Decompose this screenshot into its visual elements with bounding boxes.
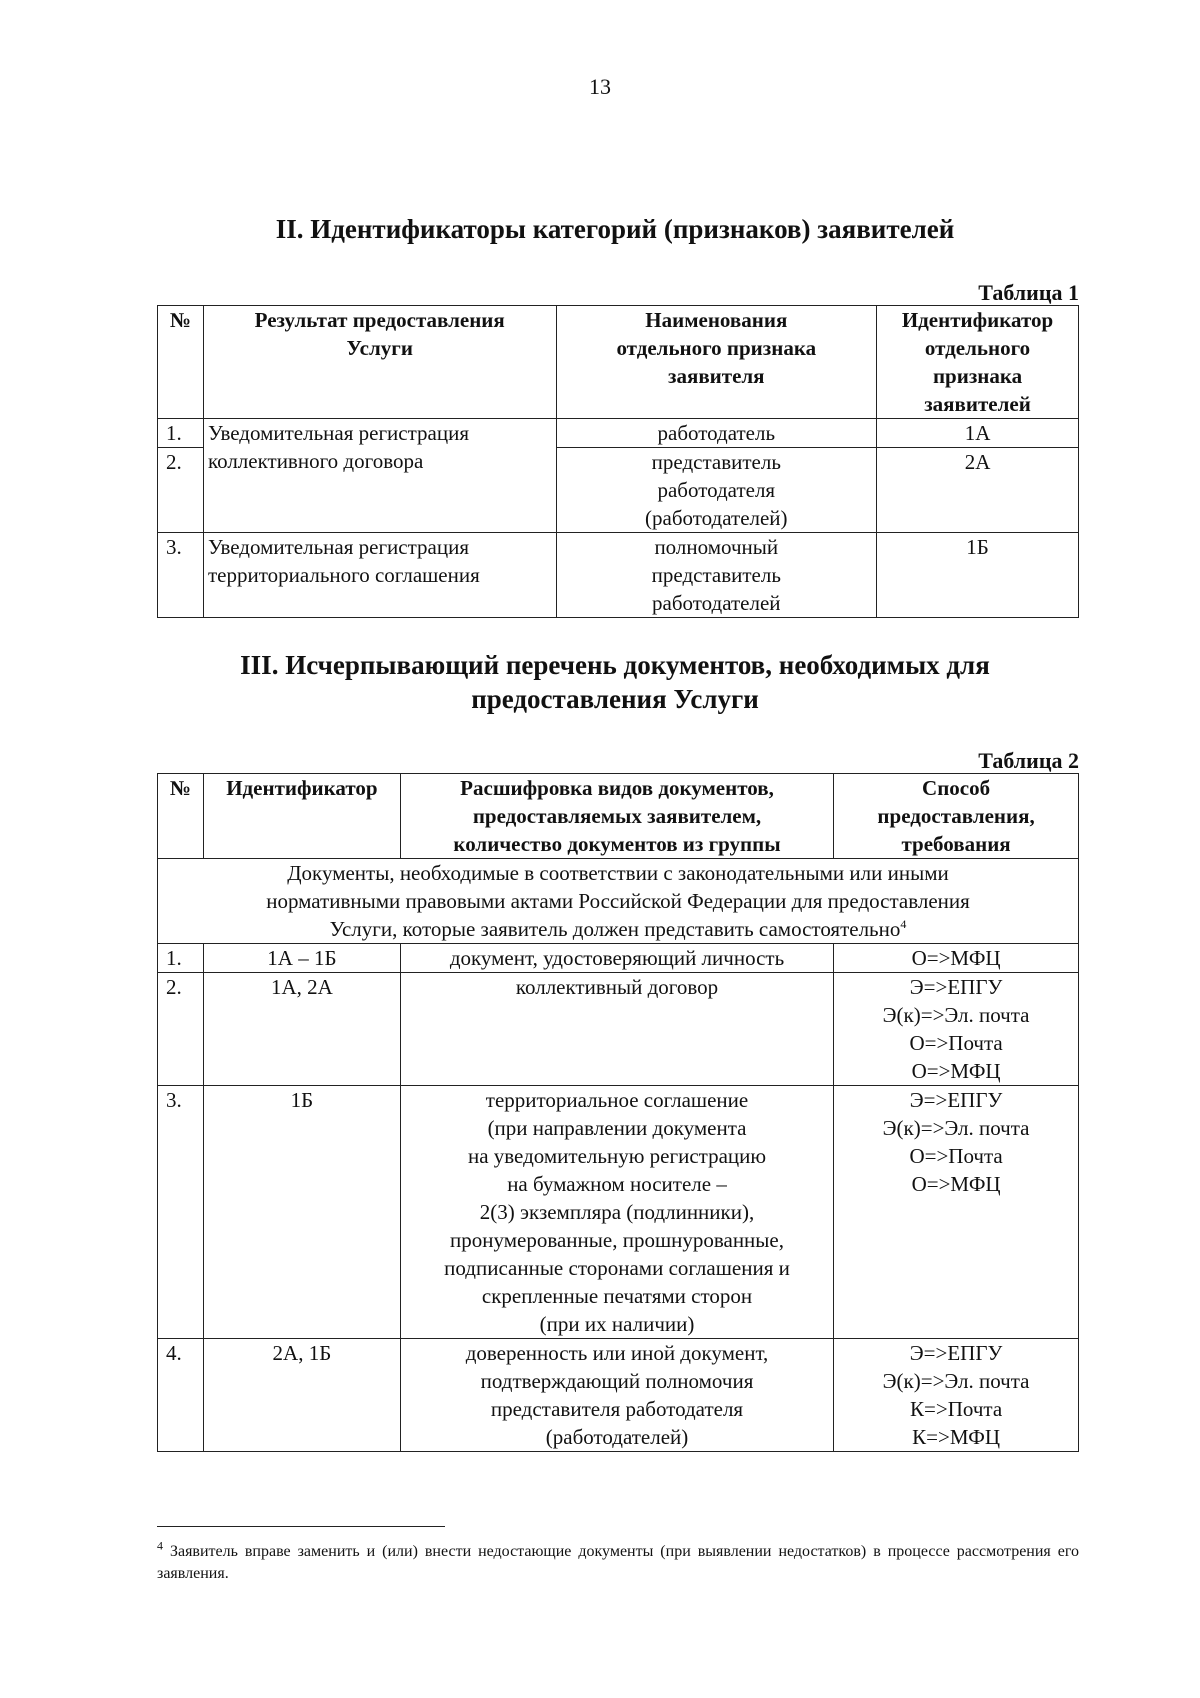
table-row: [158, 944, 1079, 973]
feature-id-cell: 1Б: [877, 533, 1079, 618]
row-number: 3.: [158, 1086, 204, 1339]
method-cell: Э=>ЕПГУ Э(к)=>Эл. почта К=>Почта К=>МФЦ: [834, 1339, 1079, 1452]
header-feature-id: Идентификатор отдельного признака заявителей: [877, 306, 1079, 419]
feature-name-cell: работодатель: [556, 419, 877, 448]
identifier-cell: 1Б: [203, 1086, 400, 1339]
method-cell: О=>МФЦ: [834, 944, 1079, 973]
header-method: Способ предоставления, требования: [834, 774, 1079, 859]
table-row: [158, 1086, 1079, 1339]
footnote-divider: [157, 1526, 445, 1527]
header-number: №: [158, 306, 204, 419]
footnote: [157, 1538, 1080, 1585]
result-cell: Уведомительная регистрация территориального соглашения: [203, 533, 556, 618]
document-cell: коллективный договор: [400, 973, 833, 1086]
feature-id-cell: 1А: [877, 419, 1079, 448]
footnote-text: Заявитель вправе заменить и (или) внести недостающие документы (при выявлении недостатков) в процессе рассмотрения его заявления.: [157, 1543, 1080, 1582]
table-row: [158, 419, 1079, 448]
header-identifier: Идентификатор: [203, 774, 400, 859]
table-row: [158, 533, 1079, 618]
row-number: 1.: [158, 419, 204, 448]
document-cell: доверенность или иной документ, подтверждающий полномочия представителя работодателя (работодателей): [400, 1339, 833, 1452]
header-feature-name: Наименования отдельного признака заявителя: [556, 306, 877, 419]
section-2-heading: II. Идентификаторы категорий (признаков) заявителей: [275, 214, 955, 244]
group-row: [158, 859, 1079, 944]
method-cell: Э=>ЕПГУ Э(к)=>Эл. почта О=>Почта О=>МФЦ: [834, 973, 1079, 1086]
feature-id-cell: 2А: [877, 448, 1079, 533]
table-header-row: [158, 306, 1079, 419]
footnote-reference[interactable]: 4: [900, 917, 907, 931]
row-number: 1.: [158, 944, 204, 973]
table-2-caption: Таблица 2: [978, 748, 1079, 773]
result-cell: Уведомительная регистрация коллективного договора: [203, 419, 556, 533]
identifier-cell: 1А – 1Б: [203, 944, 400, 973]
identifier-cell: 2А, 1Б: [203, 1339, 400, 1452]
group-title-cell: [158, 859, 1079, 944]
row-number: 2.: [158, 973, 204, 1086]
documents-table: [157, 773, 1079, 1452]
group-title: Документы, необходимые в соответствии с законодательными или иными нормативными правовыми актами Российской Федерации для предоставления Услуги, которые заявитель должен представить самостоятельно: [266, 861, 970, 941]
header-result: Результат предоставления Услуги: [203, 306, 556, 419]
header-number: №: [158, 774, 204, 859]
feature-name-cell: полномочный представитель работодателей: [556, 533, 877, 618]
header-documents: Расшифровка видов документов, предоставляемых заявителем, количество документов из группы: [400, 774, 833, 859]
document-cell: территориальное соглашение (при направлении документа на уведомительную регистрацию на бумажном носителе – 2(3) экземпляра (подлинники), пронумерованные, прошнурованные, подписанные сторонами соглашения и скрепленные печатями сторон (при их наличии): [400, 1086, 833, 1339]
row-number: 2.: [158, 448, 204, 533]
footnote-mark: 4: [157, 1538, 163, 1553]
table-row: [158, 1339, 1079, 1452]
page-number: 13: [589, 74, 611, 99]
document-cell: документ, удостоверяющий личность: [400, 944, 833, 973]
identifier-cell: 1А, 2А: [203, 973, 400, 1086]
row-number: 4.: [158, 1339, 204, 1452]
table-header-row: [158, 774, 1079, 859]
identifiers-table: [157, 305, 1079, 618]
row-number: 3.: [158, 533, 204, 618]
table-row: [158, 973, 1079, 1086]
section-3-heading: III. Исчерпывающий перечень документов, необходимых для предоставления Услуги: [240, 650, 990, 714]
table-1-caption: Таблица 1: [978, 280, 1079, 305]
method-cell: Э=>ЕПГУ Э(к)=>Эл. почта О=>Почта О=>МФЦ: [834, 1086, 1079, 1339]
feature-name-cell: представитель работодателя (работодателей): [556, 448, 877, 533]
